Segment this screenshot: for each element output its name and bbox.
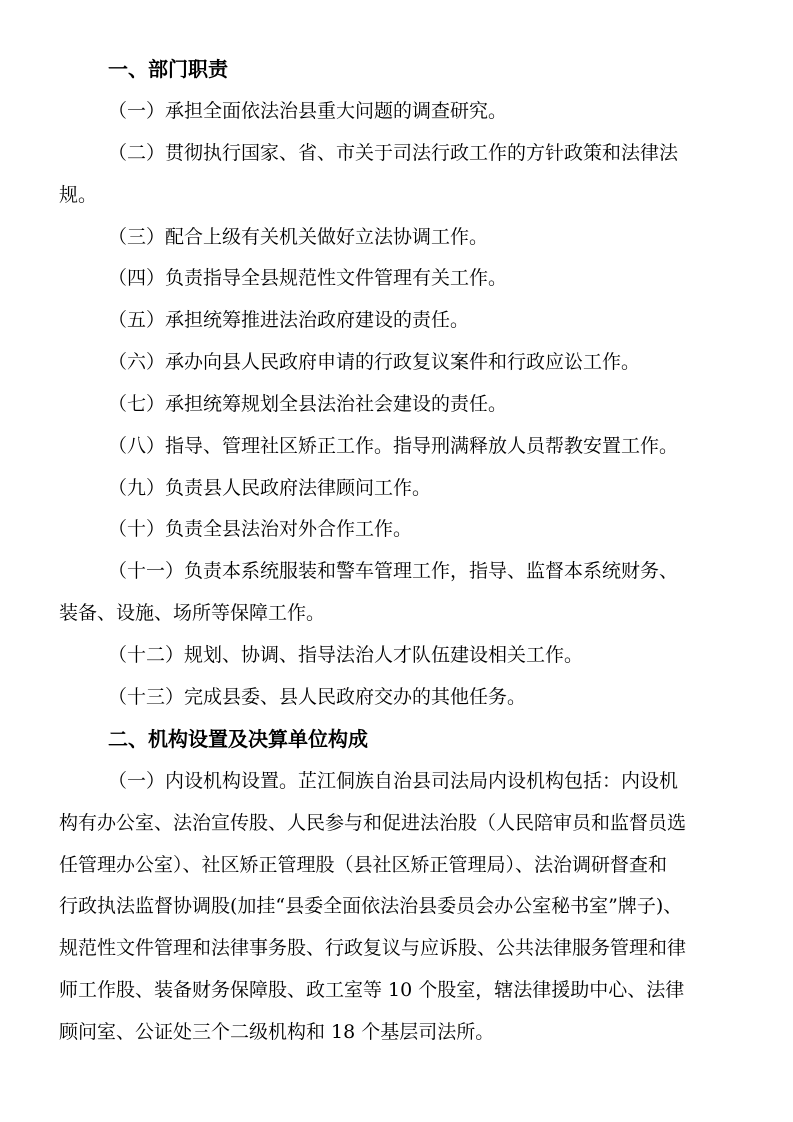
duty-item-1: （一）承担全面依法治县重大问题的调查研究。: [108, 100, 508, 122]
duty-item-13: （十三）完成县委、县人民政府交办的其他任务。: [108, 686, 527, 708]
org-paragraph-line-5: 规范性文件管理和法律事务股、行政复议与应诉股、公共法律服务管理和律: [59, 937, 687, 959]
org-paragraph-line-4: 行政执法监督协调股(加挂“县委全面依法治县委员会办公室秘书室”牌子)、: [59, 895, 683, 917]
section-heading-organization: 二、机构设置及决算单位构成: [108, 727, 368, 751]
org-paragraph-line-2: 构有办公室、法治宣传股、人民参与和促进法治股（人民陪审员和监督员选: [59, 812, 687, 834]
org-paragraph-line-6: 师工作股、装备财务保障股、政工室等 10 个股室，辖法律援助中心、法律: [59, 979, 685, 1001]
section-heading-duties: 一、部门职责: [108, 57, 228, 81]
duty-item-2-cont: 规。: [59, 184, 98, 206]
duty-item-4: （四）负责指导全县规范性文件管理有关工作。: [108, 267, 508, 289]
duty-item-5: （五）承担统筹推进法治政府建设的责任。: [108, 309, 470, 331]
duty-item-3: （三）配合上级有关机关做好立法协调工作。: [108, 226, 489, 248]
duty-item-10: （十）负责全县法治对外合作工作。: [108, 518, 413, 540]
duty-item-11: （十一）负责本系统服装和警车管理工作，指导、监督本系统财务、: [108, 560, 679, 582]
duty-item-12: （十二）规划、协调、指导法治人才队伍建设相关工作。: [108, 644, 584, 666]
duty-item-2: （二）贯彻执行国家、省、市关于司法行政工作的方针政策和法律法: [108, 142, 679, 164]
org-paragraph-line-3: 任管理办公室）、社区矫正管理股（县社区矫正管理局）、法治调研督查和: [59, 854, 668, 876]
org-paragraph-line-1: （一）内设机构设置。芷江侗族自治县司法局内设机构包括：内设机: [108, 770, 679, 792]
duty-item-7: （七）承担统筹规划全县法治社会建设的责任。: [108, 393, 508, 415]
duty-item-8: （八）指导、管理社区矫正工作。指导刑满释放人员帮教安置工作。: [108, 435, 679, 457]
duty-item-6: （六）承办向县人民政府申请的行政复议案件和行政应讼工作。: [108, 351, 641, 373]
duty-item-11-cont: 装备、设施、场所等保障工作。: [59, 602, 326, 624]
duty-item-9: （九）负责县人民政府法律顾问工作。: [108, 477, 432, 499]
org-paragraph-line-7: 顾问室、公证处三个二级机构和 18 个基层司法所。: [59, 1021, 495, 1043]
